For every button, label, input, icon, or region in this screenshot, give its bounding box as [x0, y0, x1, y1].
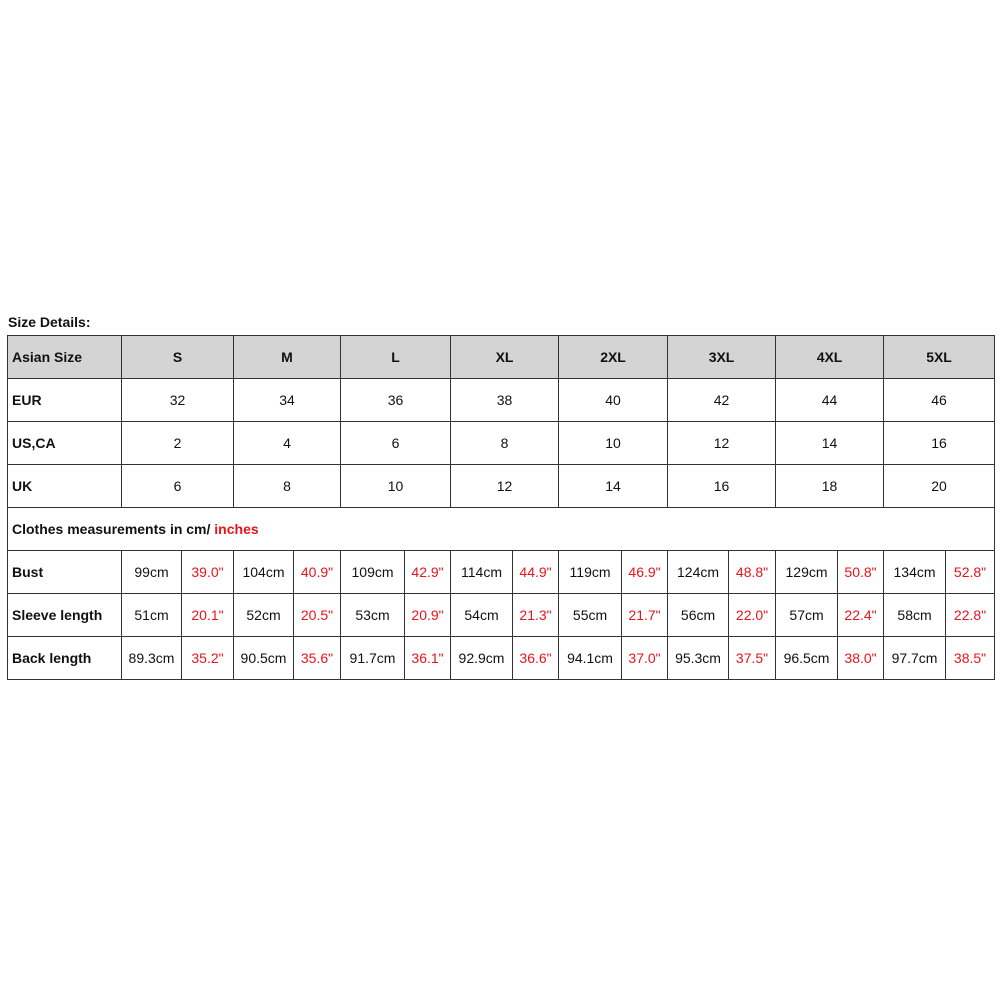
cm-value: 90.5cm — [234, 637, 294, 680]
inch-value: 52.8" — [946, 551, 995, 594]
inch-value: 37.0" — [622, 637, 668, 680]
conversion-value: 46 — [884, 379, 995, 422]
cm-value: 52cm — [234, 594, 294, 637]
size-header-5xl: 5XL — [884, 336, 995, 379]
measurement-label: Sleeve length — [8, 594, 122, 637]
header-row — [8, 336, 995, 379]
cm-value: 99cm — [122, 551, 182, 594]
section-highlight: inches — [214, 521, 259, 537]
asian-size-header: Asian Size — [8, 336, 122, 379]
conversion-value: 42 — [668, 379, 776, 422]
conversion-value: 14 — [559, 465, 668, 508]
measurement-row — [8, 551, 995, 594]
inch-value: 46.9" — [622, 551, 668, 594]
conversion-value: 38 — [451, 379, 559, 422]
conversion-value: 16 — [884, 422, 995, 465]
size-header-m: M — [234, 336, 341, 379]
cm-value: 97.7cm — [884, 637, 946, 680]
conversion-value: 20 — [884, 465, 995, 508]
measurement-row — [8, 637, 995, 680]
inch-value: 38.5" — [946, 637, 995, 680]
conversion-value: 36 — [341, 379, 451, 422]
conversion-value: 8 — [451, 422, 559, 465]
section-text: Clothes measurements in cm/ — [12, 521, 215, 537]
cm-value: 56cm — [668, 594, 729, 637]
inch-value: 21.3" — [513, 594, 559, 637]
cm-value: 114cm — [451, 551, 513, 594]
conversion-label: UK — [8, 465, 122, 508]
size-header-3xl: 3XL — [668, 336, 776, 379]
conversion-value: 40 — [559, 379, 668, 422]
inch-value: 39.0" — [182, 551, 234, 594]
inch-value: 38.0" — [838, 637, 884, 680]
conversion-value: 32 — [122, 379, 234, 422]
conversion-value: 8 — [234, 465, 341, 508]
inch-value: 35.6" — [294, 637, 341, 680]
inch-value: 22.8" — [946, 594, 995, 637]
inch-value: 36.1" — [405, 637, 451, 680]
inch-value: 22.4" — [838, 594, 884, 637]
size-header-2xl: 2XL — [559, 336, 668, 379]
conversion-value: 16 — [668, 465, 776, 508]
conversion-value: 6 — [122, 465, 234, 508]
cm-value: 54cm — [451, 594, 513, 637]
inch-value: 37.5" — [729, 637, 776, 680]
size-header-l: L — [341, 336, 451, 379]
measurement-section-row — [8, 508, 995, 551]
cm-value: 92.9cm — [451, 637, 513, 680]
inch-value: 44.9" — [513, 551, 559, 594]
cm-value: 91.7cm — [341, 637, 405, 680]
conversion-row — [8, 465, 995, 508]
conversion-value: 10 — [341, 465, 451, 508]
inch-value: 20.1" — [182, 594, 234, 637]
conversion-value: 14 — [776, 422, 884, 465]
cm-value: 104cm — [234, 551, 294, 594]
inch-value: 20.5" — [294, 594, 341, 637]
cm-value: 129cm — [776, 551, 838, 594]
conversion-value: 34 — [234, 379, 341, 422]
cm-value: 53cm — [341, 594, 405, 637]
conversion-row — [8, 379, 995, 422]
conversion-value: 4 — [234, 422, 341, 465]
cm-value: 134cm — [884, 551, 946, 594]
size-header-4xl: 4XL — [776, 336, 884, 379]
cm-value: 94.1cm — [559, 637, 622, 680]
conversion-value: 2 — [122, 422, 234, 465]
inch-value: 20.9" — [405, 594, 451, 637]
size-header-xl: XL — [451, 336, 559, 379]
conversion-value: 10 — [559, 422, 668, 465]
conversion-value: 44 — [776, 379, 884, 422]
cm-value: 95.3cm — [668, 637, 729, 680]
size-header-s: S — [122, 336, 234, 379]
measurement-section-heading — [8, 508, 995, 551]
cm-value: 51cm — [122, 594, 182, 637]
inch-value: 36.6" — [513, 637, 559, 680]
size-details-caption: Size Details: — [8, 314, 91, 330]
conversion-row — [8, 422, 995, 465]
cm-value: 96.5cm — [776, 637, 838, 680]
conversion-value: 18 — [776, 465, 884, 508]
cm-value: 57cm — [776, 594, 838, 637]
measurement-label: Back length — [8, 637, 122, 680]
cm-value: 124cm — [668, 551, 729, 594]
measurement-label: Bust — [8, 551, 122, 594]
inch-value: 21.7" — [622, 594, 668, 637]
inch-value: 40.9" — [294, 551, 341, 594]
cm-value: 109cm — [341, 551, 405, 594]
inch-value: 50.8" — [838, 551, 884, 594]
inch-value: 35.2" — [182, 637, 234, 680]
conversion-value: 12 — [451, 465, 559, 508]
cm-value: 58cm — [884, 594, 946, 637]
conversion-value: 12 — [668, 422, 776, 465]
cm-value: 119cm — [559, 551, 622, 594]
measurement-row — [8, 594, 995, 637]
inch-value: 22.0" — [729, 594, 776, 637]
cm-value: 89.3cm — [122, 637, 182, 680]
inch-value: 42.9" — [405, 551, 451, 594]
conversion-label: US,CA — [8, 422, 122, 465]
inch-value: 48.8" — [729, 551, 776, 594]
conversion-value: 6 — [341, 422, 451, 465]
cm-value: 55cm — [559, 594, 622, 637]
conversion-label: EUR — [8, 379, 122, 422]
size-chart-table — [7, 335, 995, 680]
